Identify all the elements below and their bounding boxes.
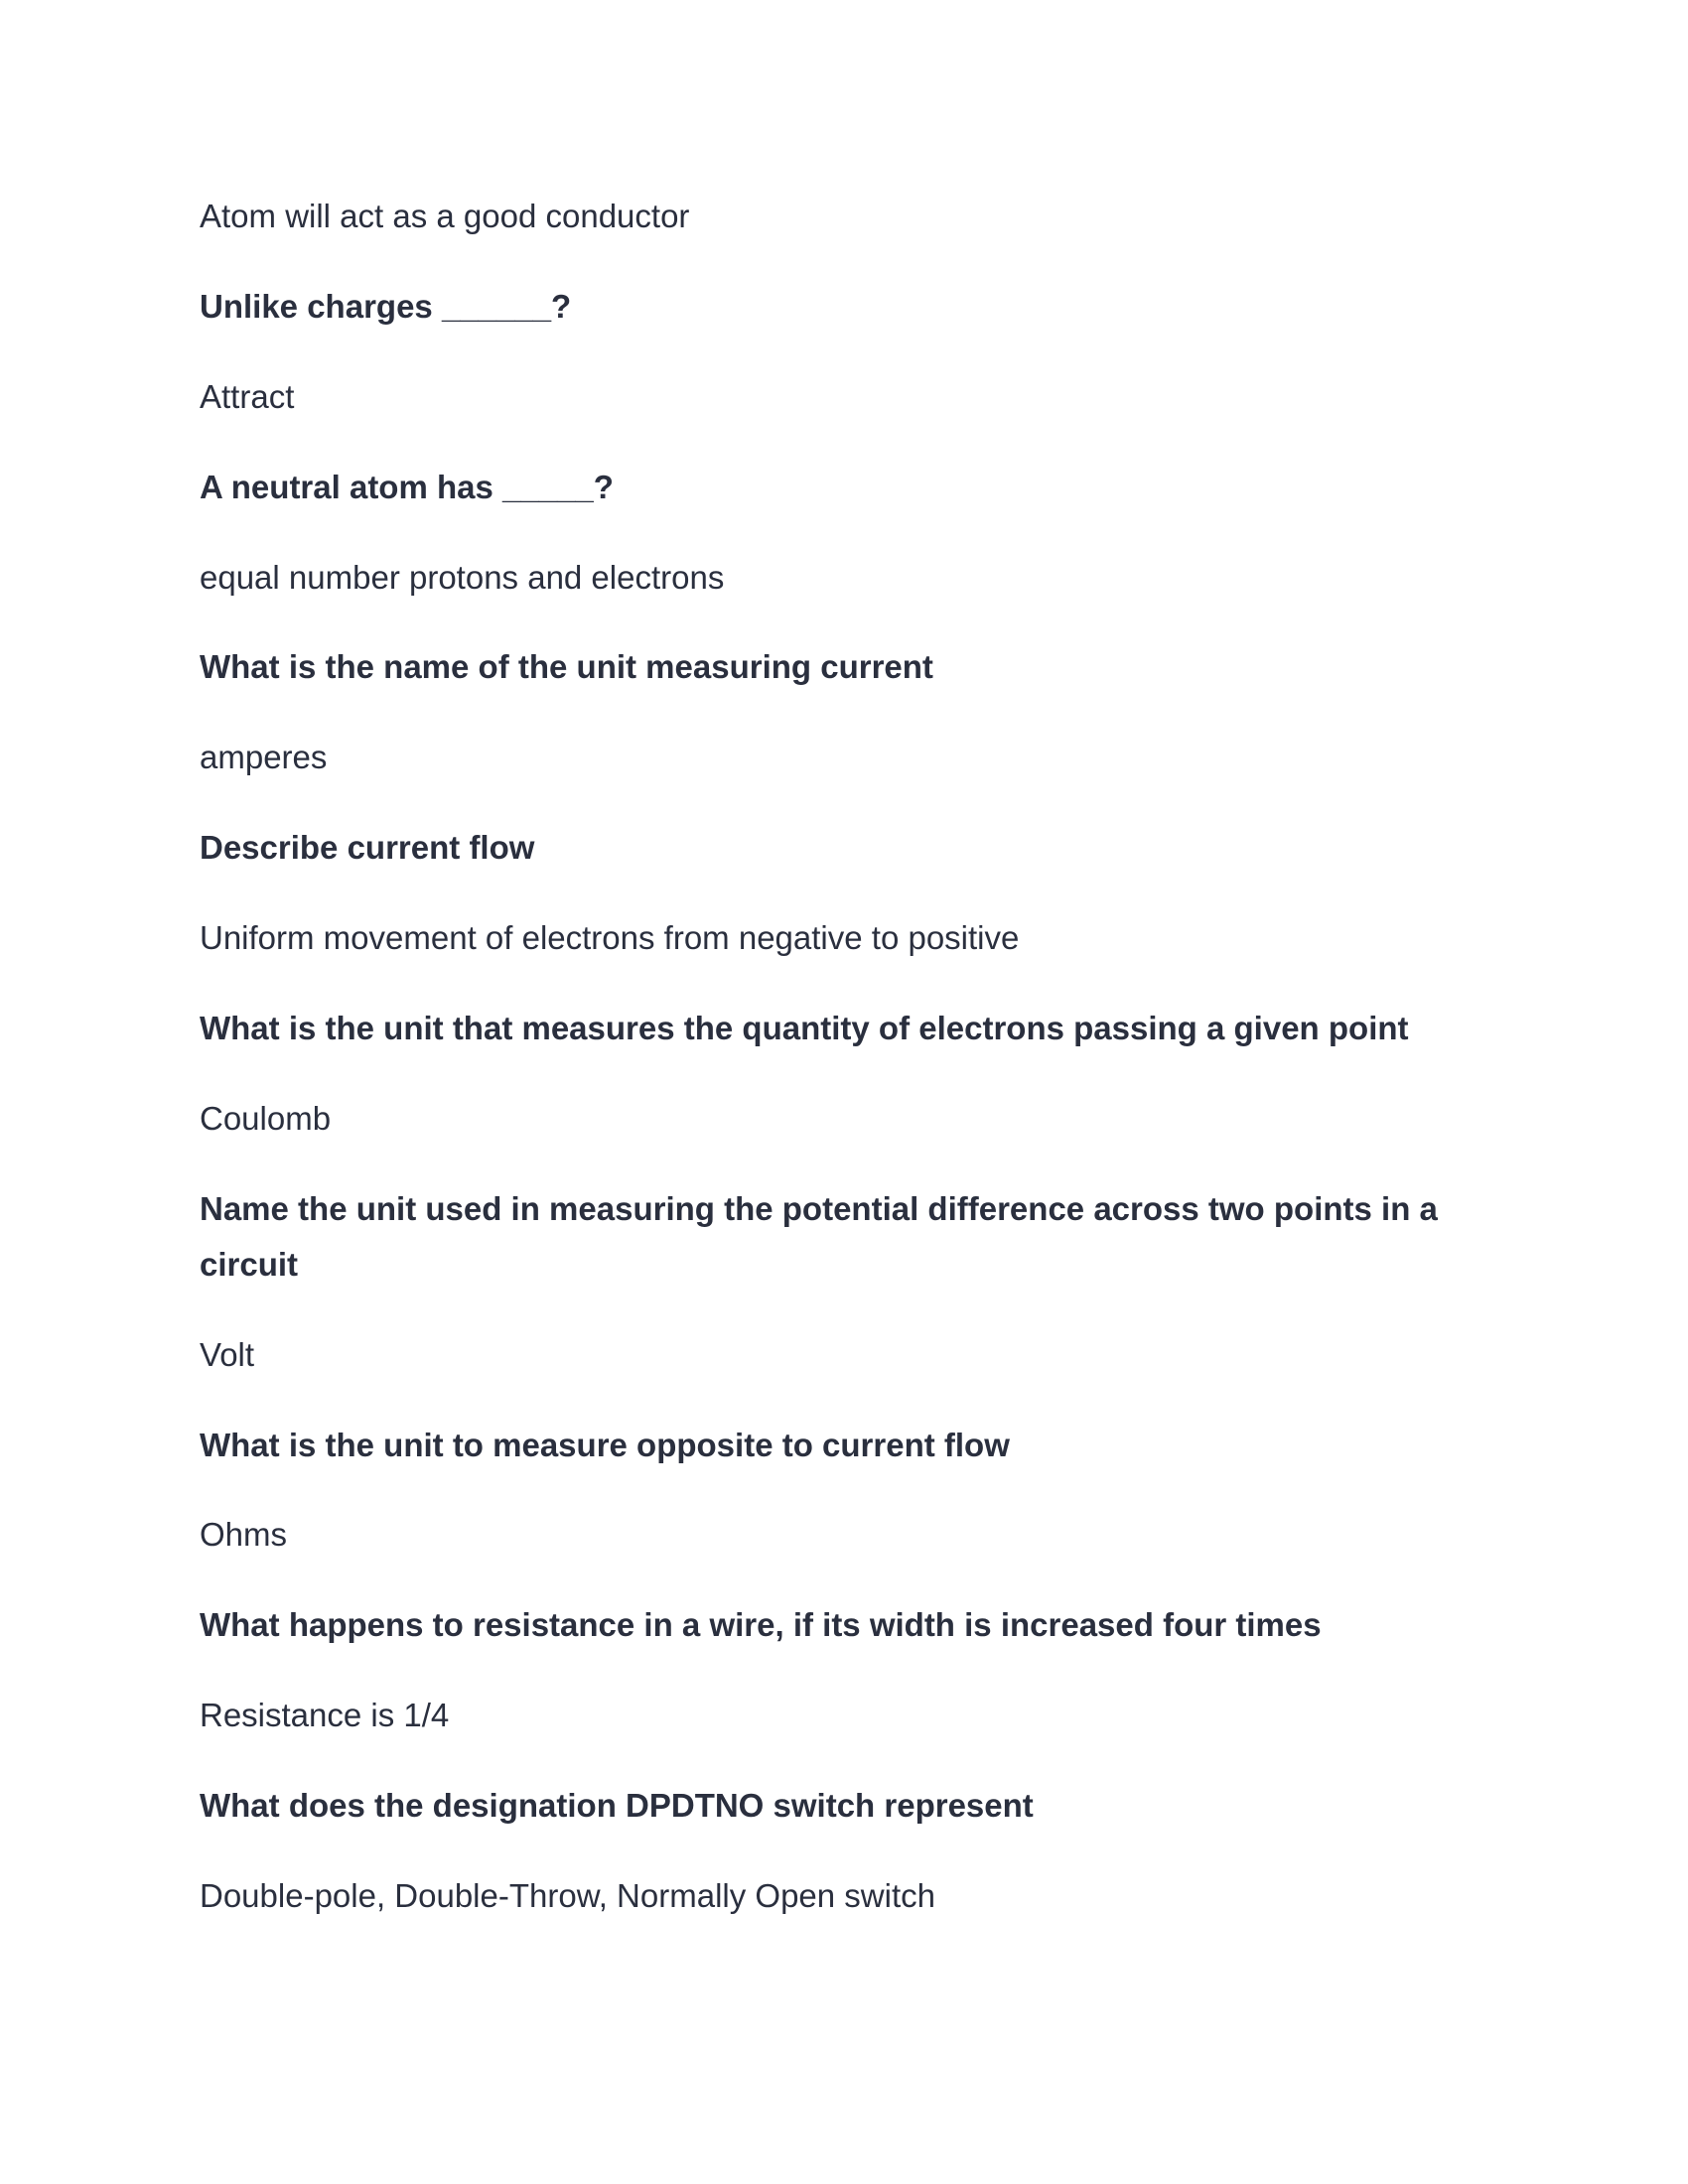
answer-text: Ohms [200,1516,288,1554]
question-text: What happens to resistance in a wire, if its width is increased four times [200,1606,1322,1644]
question-text: Describe current flow [200,829,535,867]
answer-text: Attract [200,377,295,415]
question-text: Unlike charges ______? [200,287,572,325]
answer-text: Coulomb [200,1099,332,1137]
answer-text: amperes [200,739,328,776]
answer-text: Uniform movement of electrons from negative to positive [200,919,1020,957]
answer-text: Volt [200,1335,255,1373]
question-text: What is the unit to measure opposite to current flow [200,1426,1010,1463]
question-text: What does the designation DPDTNO switch represent [200,1787,1034,1825]
answer-text: Atom will act as a good conductor [200,198,690,234]
answer-text: equal number protons and electrons [200,558,725,596]
answer-text: Resistance is 1/4 [200,1697,450,1734]
question-text: Name the unit used in measuring the potential difference across two points in a circuit [200,1189,1438,1283]
question-text: A neutral atom has _____? [200,468,614,505]
document-page [200,189,1480,1959]
question-text: What is the unit that measures the quantity of electrons passing a given point [200,1010,1409,1047]
answer-text: Double-pole, Double-Throw, Normally Open switch [200,1877,935,1915]
question-text: What is the name of the unit measuring current [200,648,933,686]
